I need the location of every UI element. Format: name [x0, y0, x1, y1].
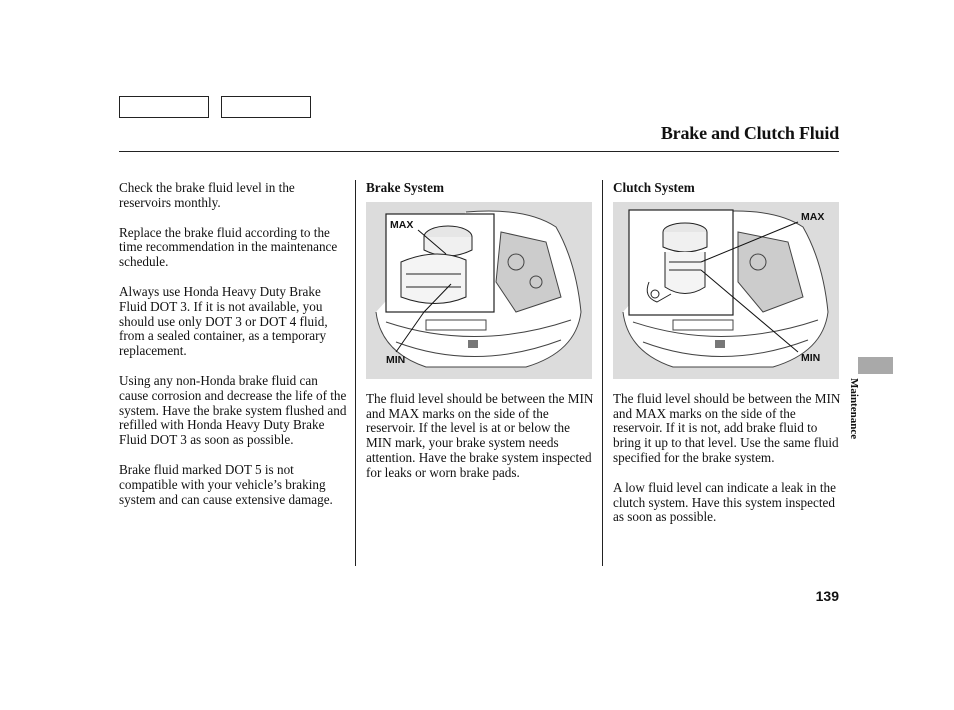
- clutch-min-label: MIN: [801, 351, 821, 364]
- section-tab-label: Maintenance: [848, 378, 860, 440]
- column-divider: [355, 180, 356, 566]
- paragraph: The fluid level should be between the MIN and MAX marks on the side of the reservoir. If it is not, add brake fluid to bring it up to that level. Use the same fluid specified for the brake system.: [613, 390, 841, 465]
- section-tab-marker[interactable]: [858, 357, 893, 374]
- paragraph: Brake fluid marked DOT 5 is not compatible with your vehicle’s braking system and can cause extensive damage.: [119, 461, 333, 507]
- title-rule: [119, 151, 839, 152]
- brake-min-label: MIN: [386, 353, 406, 366]
- paragraph: Check the brake fluid level in the reservoirs monthly.: [119, 180, 295, 210]
- clutch-reservoir-illustration: [613, 202, 839, 379]
- brake-system-column: [366, 181, 594, 496]
- paragraph: Replace the brake fluid according to the time recommendation in the maintenance schedule.: [119, 224, 338, 270]
- left-column: [119, 181, 347, 522]
- brake-reservoir-illustration: [366, 202, 592, 379]
- paragraph: Always use Honda Heavy Duty Brake Fluid DOT 3. If it is not available, you should use only DOT 3 or DOT 4 fluid, from a sealed container, as a temporary replacement.: [119, 283, 328, 359]
- clutch-max-label: MAX: [801, 210, 825, 223]
- page-number: 139: [815, 588, 839, 604]
- paragraph: Using any non-Honda brake fluid can cause corrosion and decrease the life of the system. Have the brake system flushed and refilled with Honda Heavy Duty Brake Fluid DOT 3 as soon as possible.: [119, 372, 347, 448]
- nav-button-next[interactable]: [221, 96, 311, 118]
- brake-max-label: MAX: [390, 218, 414, 231]
- clutch-system-heading: Clutch System: [613, 180, 695, 195]
- paragraph: The fluid level should be between the MIN and MAX marks on the side of the reservoir. If the level is at or below the MIN mark, your brake system needs attention. Have the brake system inspected for leaks or worn brake pads.: [366, 390, 594, 480]
- page-title: Brake and Clutch Fluid: [660, 123, 839, 143]
- clutch-system-column: [613, 181, 841, 540]
- brake-system-heading: Brake System: [366, 180, 445, 195]
- paragraph: A low fluid level can indicate a leak in the clutch system. Have this system inspected as soon as possible.: [613, 479, 837, 525]
- column-divider: [602, 180, 603, 566]
- nav-button-previous[interactable]: [119, 96, 209, 118]
